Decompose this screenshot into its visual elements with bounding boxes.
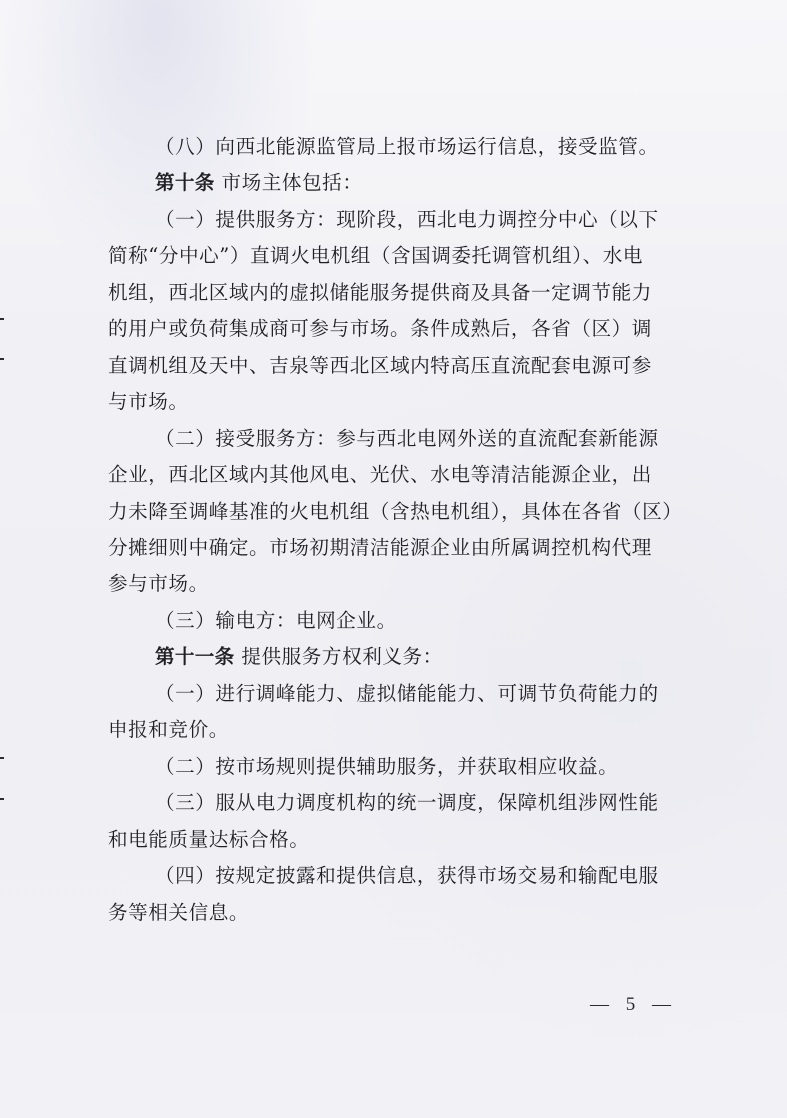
text-line (108, 603, 672, 639)
text-line (108, 494, 683, 530)
text-line (108, 712, 672, 748)
line-text: 机组，西北区域内的虚拟储能服务提供商及具备一定调节能力 (108, 280, 652, 304)
text-line (108, 311, 672, 347)
line-text: （三）输电方：电网企业。 (155, 608, 397, 632)
line-text: 务等相关信息。 (108, 900, 250, 924)
line-text: （一）进行调峰能力、虚拟储能能力、可调节负荷能力的 (155, 681, 659, 705)
line-text: 参与市场。 (108, 572, 209, 596)
text-line (108, 238, 672, 274)
article-number: 第十一条 (155, 645, 235, 669)
text-line (108, 129, 672, 165)
line-text: 力未降至调峰基准的火电机组（含热电机组），具体在各省（区） (108, 499, 683, 523)
line-text: （八）向西北能源监管局上报市场运行信息，接受监管。 (155, 135, 659, 158)
article-heading-10 (108, 165, 672, 201)
line-text: 和电能质量达标合格。 (108, 827, 310, 851)
line-text: （二）接受服务方：参与西北电网外送的直流配套新能源 (155, 426, 659, 450)
text-line (108, 822, 672, 858)
line-text: 企业，西北区域内其他风电、光伏、水电等清洁能源企业，出 (108, 463, 652, 487)
line-text: 简称“分中心”）直调火电机组（含国调委托调管机组）、水电 (108, 244, 644, 268)
text-line (108, 275, 672, 311)
line-text: 直调机组及天中、吉泉等西北区域内特高压直流配套电源可参 (108, 353, 652, 377)
text-line (108, 348, 672, 384)
text-line (108, 749, 672, 785)
text-line (108, 421, 672, 457)
page-number: — 5 — (590, 994, 677, 1015)
binding-mark (0, 318, 4, 320)
text-line (108, 202, 672, 238)
text-line (108, 530, 672, 566)
line-text: （一）提供服务方：现阶段，西北电力调控分中心（以下 (155, 207, 659, 231)
text-line (108, 676, 672, 712)
line-text: 市场主体包括： (214, 171, 363, 195)
line-text: 与市场。 (108, 390, 189, 414)
line-text: 的用户或负荷集成商可参与市场。条件成熟后，各省（区）调 (108, 317, 652, 341)
line-text: （二）按市场规则提供辅助服务，并获取相应收益。 (155, 754, 619, 778)
binding-mark (0, 798, 4, 800)
text-line (108, 785, 672, 821)
text-line (108, 566, 672, 602)
document-body (108, 129, 683, 931)
binding-mark (0, 358, 4, 360)
text-line (108, 457, 672, 493)
text-line (108, 858, 672, 894)
line-text: 申报和竞价。 (108, 718, 229, 742)
text-line (108, 384, 672, 420)
line-text: （三）服从电力调度机构的统一调度，保障机组涉网性能 (155, 791, 659, 815)
line-text: 分摊细则中确定。市场初期清洁能源企业由所属调控机构代理 (108, 535, 652, 559)
binding-mark (0, 757, 4, 759)
article-number: 第十条 (155, 171, 215, 195)
line-text: （四）按规定披露和提供信息，获得市场交易和输配电服 (155, 864, 659, 888)
text-line (108, 895, 672, 931)
line-text: 提供服务方权利义务： (234, 645, 443, 669)
article-heading-11 (108, 639, 672, 675)
